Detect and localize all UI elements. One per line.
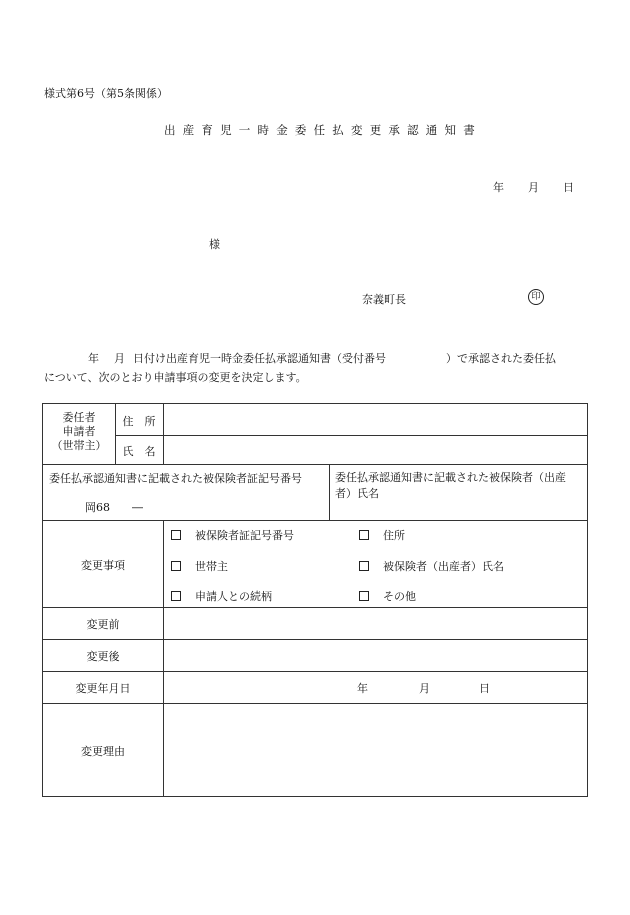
address-label: 住 所 [122, 415, 156, 428]
option-insured-number[interactable] [171, 527, 294, 543]
name-field[interactable] [164, 436, 588, 464]
date-month-unit: 月 [528, 181, 539, 194]
insured-name-label [335, 470, 566, 502]
delegate-label-1: 委任者 [62, 411, 96, 424]
body-year-unit: 年 [88, 352, 99, 365]
option-insured-name[interactable] [359, 558, 504, 574]
delegate-label [43, 411, 115, 453]
body-text-2: ）で承認された委任払 [446, 352, 556, 365]
body-month-unit: 月 [114, 352, 125, 365]
option-householder[interactable] [171, 558, 228, 574]
change-form-table [42, 403, 588, 797]
form-number: 様式第6号（第5条関係） [44, 87, 168, 100]
option-label: 被保険者（出産者）氏名 [383, 560, 504, 573]
body-line-1 [88, 350, 556, 366]
change-items-label: 変更事項 [81, 559, 125, 572]
body-text-1: 日付け出産育児一時金委任払承認通知書（受付番号 [133, 352, 386, 365]
date-day-unit: 日 [563, 181, 574, 194]
option-label: 被保険者証記号番号 [195, 529, 294, 542]
addressee-suffix: 様 [209, 238, 220, 251]
body-line-2: について、次のとおり申請事項の変更を決定します。 [44, 371, 307, 384]
option-label: その他 [383, 590, 416, 603]
seal-icon: 印 [528, 289, 544, 305]
reason-label: 変更理由 [81, 745, 125, 758]
address-field[interactable] [164, 405, 588, 435]
after-field[interactable] [164, 640, 588, 671]
before-label: 変更前 [86, 618, 120, 631]
checkbox-icon[interactable] [171, 591, 181, 601]
insured-name-label-2: 者）氏名 [335, 487, 379, 500]
checkbox-icon[interactable] [359, 591, 369, 601]
delegate-label-3: （世帯主） [51, 439, 107, 452]
option-relationship[interactable] [171, 588, 272, 604]
issuer-name: 奈義町長 [362, 293, 406, 306]
checkbox-icon[interactable] [171, 530, 181, 540]
change-date-month: 月 [419, 682, 430, 695]
change-date-label: 変更年月日 [75, 682, 131, 695]
insured-number-label: 委任払承認通知書に記載された被保険者証記号番号 [49, 472, 302, 485]
option-label: 世帯主 [195, 560, 228, 573]
date-year-unit: 年 [493, 181, 504, 194]
insured-name-label-1: 委任払承認通知書に記載された被保険者（出産 [335, 471, 566, 484]
option-label: 申請人との続柄 [195, 590, 272, 603]
delegate-label-2: 申請者 [62, 425, 96, 438]
reason-field[interactable] [164, 704, 588, 796]
document-title: 出産育児一時金委任払変更承認通知書 [164, 123, 482, 137]
checkbox-icon[interactable] [359, 530, 369, 540]
before-field[interactable] [164, 608, 588, 639]
after-label: 変更後 [86, 650, 120, 663]
checkbox-icon[interactable] [171, 561, 181, 571]
change-date-year: 年 [357, 682, 368, 695]
change-date-day: 日 [479, 682, 490, 695]
insured-number-value: 岡68 ― [85, 501, 143, 514]
option-other[interactable] [359, 588, 416, 604]
checkbox-icon[interactable] [359, 561, 369, 571]
name-label: 氏 名 [122, 445, 156, 458]
issue-date [493, 179, 574, 195]
option-address[interactable] [359, 527, 405, 543]
option-label: 住所 [383, 529, 405, 542]
